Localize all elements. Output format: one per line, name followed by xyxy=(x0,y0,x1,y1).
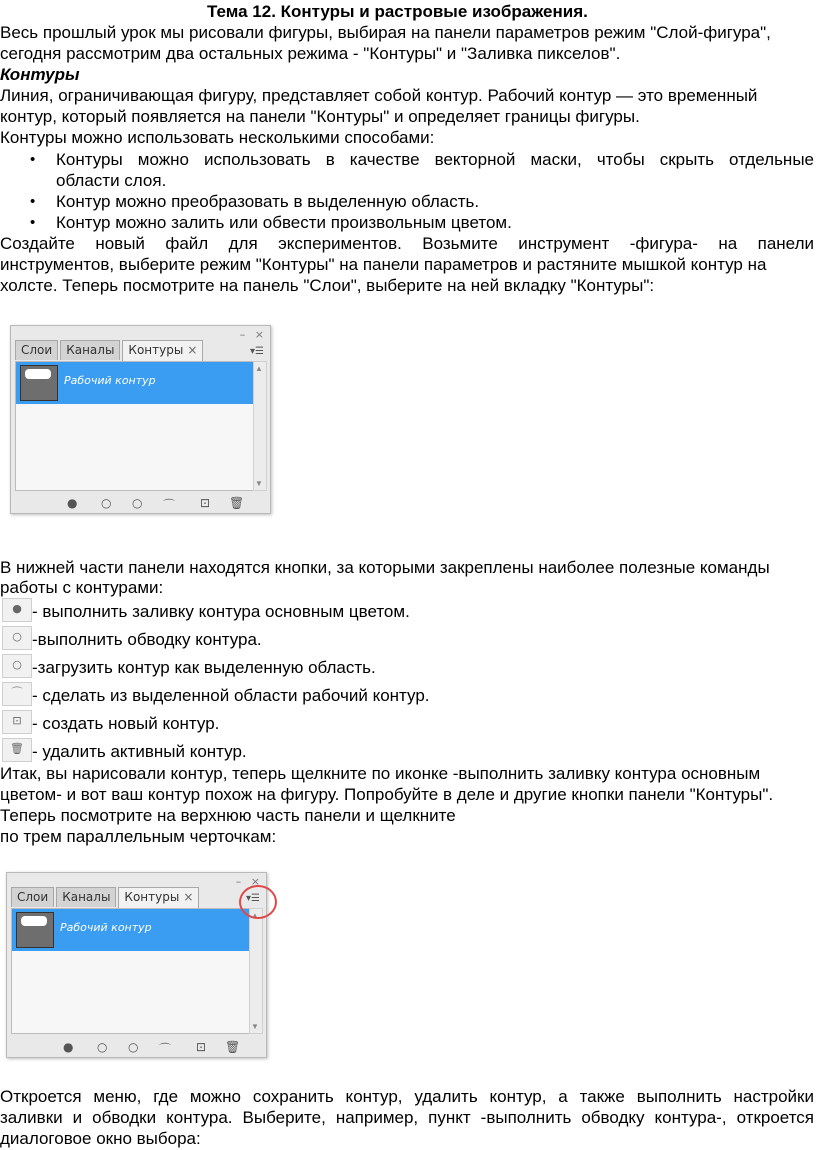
icon-desc-load: -загрузить контур как выделенную область. xyxy=(32,658,376,677)
fill-path-button[interactable]: ● xyxy=(63,1040,74,1054)
make-work-path-button[interactable]: ⌒ xyxy=(159,1042,172,1056)
tab-channels[interactable]: Каналы xyxy=(56,887,116,907)
para4-line-3: Теперь посмотрите на верхнюю часть панели и щелкните xyxy=(0,806,456,825)
stroke-path-button[interactable]: ○ xyxy=(97,1040,108,1054)
para3-line-2: работы с контурами: xyxy=(0,578,164,597)
load-selection-button[interactable]: ○ xyxy=(132,496,143,510)
panel-window-controls xyxy=(234,328,264,341)
para5-line-1: Откроется меню, где можно сохранить контур, удалить контур, а также выполнить настройки xyxy=(0,1087,814,1106)
load-selection-button[interactable]: ○ xyxy=(128,1040,139,1054)
para5-line-2: заливки и обводки контура. Выберите, например, пункт -выполнить обводку контура-, откроется xyxy=(0,1108,814,1127)
para1-line-3: Контуры можно использовать несколькими способами: xyxy=(0,128,435,147)
icon-desc-fill: - выполнить заливку контура основным цветом. xyxy=(32,602,410,621)
scroll-down-icon[interactable]: ▼ xyxy=(251,1022,259,1031)
icon-desc-stroke: -выполнить обводку контура. xyxy=(32,630,262,649)
para2-line-3: холсте. Теперь посмотрите на панель "Слои", выберите на ней вкладку "Контуры": xyxy=(0,276,655,295)
scrollbar[interactable] xyxy=(253,361,267,491)
new-path-button[interactable]: ⊡ xyxy=(196,1040,207,1054)
intro-line-2: сегодня рассмотрим два остальных режима - "Контуры" и "Заливка пикселов". xyxy=(0,44,621,63)
para4-line-4: по трем параллельным черточкам: xyxy=(0,827,277,846)
panel-tabs xyxy=(15,340,205,360)
paths-list xyxy=(15,361,254,491)
minimize-icon[interactable]: – xyxy=(239,328,246,341)
tab-layers[interactable]: Слои xyxy=(11,887,54,907)
load-selection-icon: ○ xyxy=(2,654,32,678)
stroke-path-icon: ○ xyxy=(2,626,32,650)
paths-list xyxy=(11,908,250,1034)
bullet-1-line-2: области слоя. xyxy=(56,171,167,190)
delete-path-button[interactable]: 🗑 xyxy=(225,1040,241,1054)
para4-line-2: цветом- и вот ваш контур похож на фигуру. Попробуйте в деле и другие кнопки панели "Контуры". xyxy=(0,785,774,804)
new-path-icon: ⊡ xyxy=(2,710,32,734)
tab-paths-label: Контуры xyxy=(128,343,184,357)
bullet-dot: • xyxy=(30,214,36,231)
new-path-button[interactable]: ⊡ xyxy=(200,496,211,510)
highlight-circle xyxy=(239,885,277,919)
work-path-label: Рабочий контур xyxy=(60,921,152,934)
panel-button-bar xyxy=(11,493,270,513)
work-path-row[interactable] xyxy=(12,909,249,951)
para4-line-1: Итак, вы нарисовали контур, теперь щелкните по иконке -выполнить заливку контура основным xyxy=(0,764,761,783)
section-heading: Контуры xyxy=(0,65,80,84)
tab-close-icon[interactable]: × xyxy=(183,890,194,904)
work-path-label: Рабочий контур xyxy=(64,374,156,387)
para2-line-1: Создайте новый файл для экспериментов. Возьмите инструмент -фигура- на панели xyxy=(0,234,814,253)
bullet-dot: • xyxy=(30,151,36,168)
para5-line-3: диалоговое окно выбора: xyxy=(0,1129,201,1148)
minimize-icon[interactable]: – xyxy=(235,875,242,888)
para3-line-1: В нижней части панели находятся кнопки, за которыми закреплены наиболее полезные команды xyxy=(0,558,770,577)
panel-button-bar xyxy=(7,1037,266,1057)
para2-line-2: инструментов, выберите режим "Контуры" на панели параметров и растяните мышкой контур на xyxy=(0,255,767,274)
paths-panel-2 xyxy=(6,872,267,1058)
panel-tabs xyxy=(11,887,201,907)
icon-desc-make: - сделать из выделенной области рабочий контур. xyxy=(32,686,430,705)
tab-paths[interactable] xyxy=(122,340,203,361)
page-title: Тема 12. Контуры и растровые изображения. xyxy=(207,2,588,21)
bullet-1-line-1: Контуры можно использовать в качестве векторной маски, чтобы скрыть отдельные xyxy=(56,150,814,169)
tab-close-icon[interactable]: × xyxy=(187,343,198,357)
close-icon[interactable]: × xyxy=(254,328,264,341)
paths-panel xyxy=(10,325,271,514)
fill-path-icon: ● xyxy=(2,598,32,622)
para1-line-2: контур, который появляется на панели "Контуры" и определяет границы фигуры. xyxy=(0,107,640,126)
tab-paths[interactable] xyxy=(118,887,199,908)
delete-path-icon: 🗑 xyxy=(2,738,32,762)
make-work-path-icon: ⌒ xyxy=(2,682,32,706)
para1-line-1: Линия, ограничивающая фигуру, представляет собой контур. Рабочий контур — это временный xyxy=(0,86,758,105)
scroll-down-icon[interactable]: ▼ xyxy=(255,479,263,488)
tab-paths-label: Контуры xyxy=(124,890,180,904)
icon-desc-new: - создать новый контур. xyxy=(32,714,220,733)
fill-path-button[interactable]: ● xyxy=(67,496,78,510)
scroll-up-icon[interactable]: ▲ xyxy=(255,364,263,373)
bullet-dot: • xyxy=(30,193,36,210)
bullet-2: Контур можно преобразовать в выделенную область. xyxy=(56,192,480,211)
panel-menu-button[interactable]: ▾☰ xyxy=(246,893,260,904)
path-thumbnail xyxy=(16,912,54,948)
delete-path-button[interactable]: 🗑 xyxy=(229,496,245,510)
panel-menu-button[interactable]: ▾☰ xyxy=(250,346,264,357)
path-thumbnail xyxy=(20,365,58,401)
tab-channels[interactable]: Каналы xyxy=(60,340,120,360)
intro-line-1: Весь прошлый урок мы рисовали фигуры, выбирая на панели параметров режим "Слой-фигура", xyxy=(0,23,771,42)
icon-desc-delete: - удалить активный контур. xyxy=(32,742,247,761)
bullet-3: Контур можно залить или обвести произвольным цветом. xyxy=(56,213,512,232)
scrollbar[interactable] xyxy=(249,908,263,1034)
tab-layers[interactable]: Слои xyxy=(15,340,58,360)
stroke-path-button[interactable]: ○ xyxy=(101,496,112,510)
make-work-path-button[interactable]: ⌒ xyxy=(163,498,176,512)
scroll-up-icon[interactable]: ▲ xyxy=(251,911,259,920)
work-path-row[interactable] xyxy=(16,362,253,404)
close-icon[interactable]: × xyxy=(250,875,260,888)
